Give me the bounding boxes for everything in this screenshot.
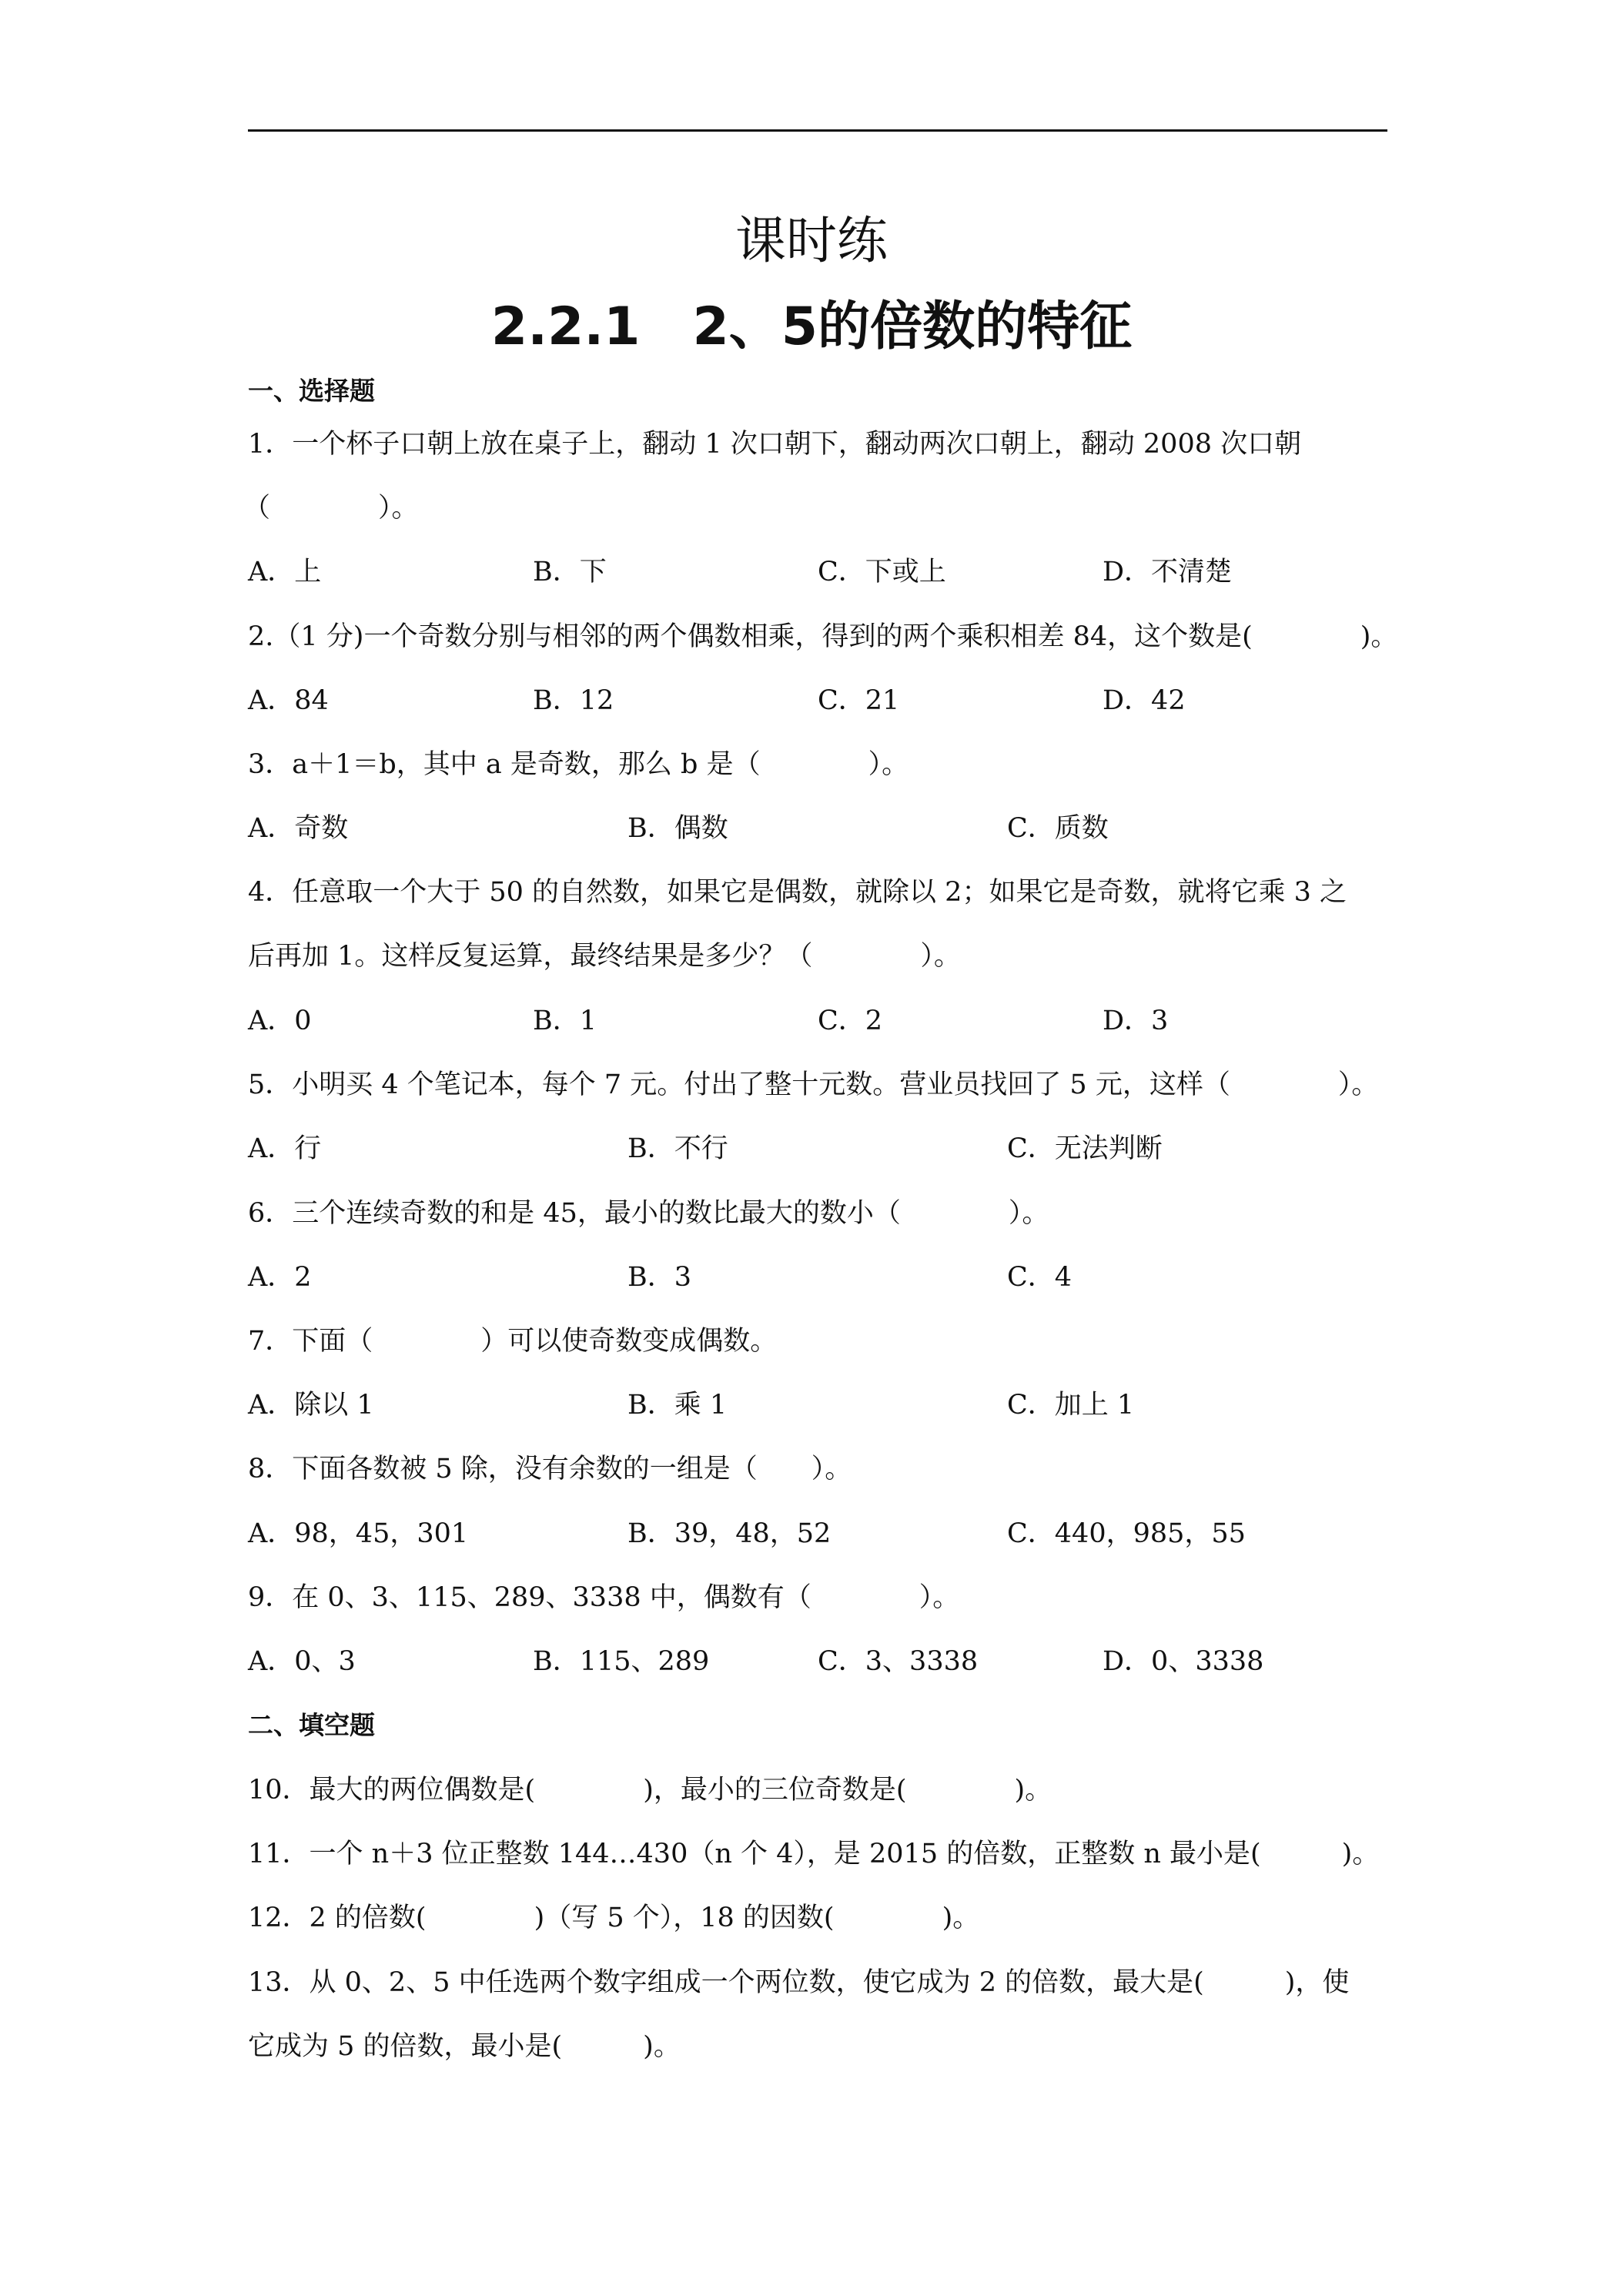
question-6-options <box>248 1258 1403 1297</box>
option-b[interactable]: B．不行 <box>627 1133 728 1164</box>
question-7-line-1: 7．下面（ ）可以使奇数变成偶数。 <box>248 1326 778 1357</box>
question-8-line-1: 8．下面各数被 5 除，没有余数的一组是（ ）。 <box>248 1454 852 1484</box>
question-4-line-1: 4．任意取一个大于 50 的自然数，如果它是偶数，就除以 2；如果它是奇数，就将它乘 3 之 <box>248 877 1347 908</box>
page-subtitle: 2.2.1 2、5的倍数的特征 <box>490 296 1133 357</box>
option-c[interactable]: C．下或上 <box>818 557 946 587</box>
question-13-line-1: 13．从 0、2、5 中任选两个数字组成一个两位数，使它成为 2 的倍数，最大是( )，使 <box>248 1967 1350 1998</box>
option-d[interactable]: D．不清楚 <box>1103 557 1233 587</box>
option-a[interactable]: A．除以 1 <box>248 1390 374 1421</box>
option-a[interactable]: A．2 <box>248 1262 312 1293</box>
question-6-line-1: 6．三个连续奇数的和是 45，最小的数比最大的数小（ ）。 <box>248 1198 1049 1229</box>
option-b[interactable]: B．偶数 <box>627 813 728 844</box>
option-c[interactable]: C．440，985，55 <box>1007 1518 1246 1549</box>
question-4-options <box>248 1002 1403 1040</box>
question-10-line-1: 10．最大的两位偶数是( )，最小的三位奇数是( )。 <box>248 1775 1052 1806</box>
option-a[interactable]: A．行 <box>248 1133 322 1164</box>
option-d[interactable]: D．3 <box>1103 1006 1169 1036</box>
question-3-line-1: 3．a＋1＝b，其中 a 是奇数，那么 b 是（ ）。 <box>248 749 909 780</box>
option-b[interactable]: B．1 <box>533 1006 597 1036</box>
question-11-line-1: 11．一个 n＋3 位正整数 144…430（n 个 4），是 2015 的倍数，正整数 n 最小是( )。 <box>248 1839 1380 1869</box>
option-a[interactable]: A．84 <box>248 685 329 716</box>
option-b[interactable]: B．115、289 <box>533 1646 710 1677</box>
option-c[interactable]: C．无法判断 <box>1007 1133 1163 1164</box>
question-8-options <box>248 1514 1403 1553</box>
option-b[interactable]: B．下 <box>533 557 607 587</box>
option-a[interactable]: A．98，45，301 <box>248 1518 469 1549</box>
option-c[interactable]: C．质数 <box>1007 813 1109 844</box>
question-1-line-1: 1．一个杯子口朝上放在桌子上，翻动 1 次口朝下，翻动两次口朝上，翻动 2008 次口朝 <box>248 429 1302 460</box>
option-a[interactable]: A．0、3 <box>248 1646 356 1677</box>
option-a[interactable]: A．奇数 <box>248 813 349 844</box>
option-b[interactable]: B．12 <box>533 685 614 716</box>
question-2-options <box>248 681 1403 720</box>
question-7-options <box>248 1386 1403 1424</box>
header-rule <box>248 129 1387 132</box>
option-a[interactable]: A．上 <box>248 557 322 587</box>
option-c[interactable]: C．加上 1 <box>1007 1390 1135 1421</box>
option-b[interactable]: B．乘 1 <box>627 1390 728 1421</box>
option-d[interactable]: D．0、3338 <box>1103 1646 1264 1677</box>
section-heading-fill: 二、填空题 <box>248 1710 375 1740</box>
page-title: 课时练 <box>735 211 888 270</box>
option-c[interactable]: C．3、3338 <box>818 1646 979 1677</box>
question-3-options <box>248 809 1403 848</box>
question-12-line-1: 12．2 的倍数( )（写 5 个），18 的因数( )。 <box>248 1903 980 1933</box>
option-c[interactable]: C．4 <box>1007 1262 1073 1293</box>
question-2-line-1: 2.（1 分)一个奇数分别与相邻的两个偶数相乘，得到的两个乘积相差 84，这个数是( )。 <box>248 621 1398 652</box>
option-c[interactable]: C．21 <box>818 685 900 716</box>
option-c[interactable]: C．2 <box>818 1006 883 1036</box>
question-13-line-2: 它成为 5 的倍数，最小是( )。 <box>248 2031 681 2062</box>
question-9-options <box>248 1642 1403 1681</box>
question-9-line-1: 9．在 0、3、115、289、3338 中，偶数有（ ）。 <box>248 1582 960 1613</box>
option-a[interactable]: A．0 <box>248 1006 312 1036</box>
option-b[interactable]: B．3 <box>627 1262 691 1293</box>
question-5-options <box>248 1130 1403 1168</box>
question-1-line-2: （ ）。 <box>243 493 419 524</box>
question-5-line-1: 5．小明买 4 个笔记本，每个 7 元。付出了整十元数。营业员找回了 5 元，这样（ ）。 <box>248 1069 1379 1100</box>
question-4-line-2: 后再加 1。这样反复运算，最终结果是多少？（ ）。 <box>248 941 961 972</box>
option-d[interactable]: D．42 <box>1103 685 1186 716</box>
section-heading-choice: 一、选择题 <box>248 376 375 406</box>
question-1-options <box>248 553 1403 591</box>
option-b[interactable]: B．39，48，52 <box>627 1518 832 1549</box>
